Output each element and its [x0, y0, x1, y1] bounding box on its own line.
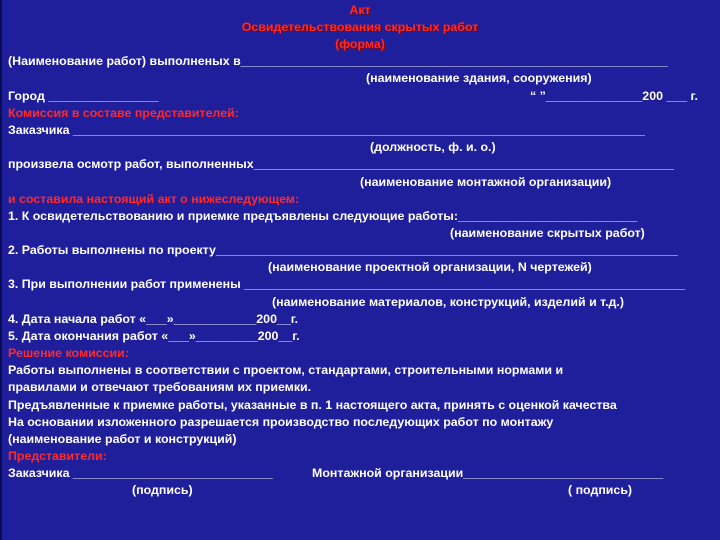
act-heading: и составила настоящий акт о нижеследующем:: [8, 192, 300, 206]
decision-line-3: Предъявленные к приемке работы, указанные в п. 1 настоящего акта, принять с оценкой качества: [8, 398, 617, 412]
customer-line: Заказчика ___________________________________________________________________________________: [8, 123, 645, 137]
materials-hint: (наименование материалов, конструкций, изделий и т.д.): [272, 295, 624, 309]
decision-line-1: Работы выполнены в соответствии с проектом, стандартами, строительными нормами и: [8, 363, 564, 377]
representatives-heading: Представители:: [8, 449, 107, 463]
form-label: (форма): [335, 37, 385, 51]
customer-signature-line: Заказчика _____________________________: [8, 466, 273, 480]
item-4: 4. Дата начала работ «___»____________200__г.: [8, 312, 299, 326]
hidden-works-hint: (наименование скрытых работ): [450, 226, 645, 240]
decision-heading: Решение комиссии:: [8, 346, 129, 360]
inspected-line: произвела осмотр работ, выполненных_____________________________________________________________: [8, 157, 674, 171]
commission-heading: Комиссия в составе представителей:: [8, 106, 239, 120]
works-name-line: (Наименование работ) выполненых в______________________________________________________________: [8, 54, 668, 68]
building-hint: (наименование здания, сооружения): [366, 71, 592, 85]
project-hint: (наименование проектной организации, N чертежей): [268, 260, 592, 274]
act-subtitle: Освидетельствования скрытых работ: [241, 20, 479, 34]
position-hint: (должность, ф. и. о.): [370, 140, 496, 154]
item-3: 3. При выполнении работ применены ________________________________________________________________: [8, 277, 686, 291]
organization-hint: (наименование монтажной организации): [360, 175, 612, 189]
decision-line-2: правилами и отвечают требованиям их приемки.: [8, 380, 312, 394]
date-line: “ ”______________200 ___ г.: [530, 89, 698, 103]
organization-signature-line: Монтажной организации_____________________________: [312, 466, 664, 480]
act-title: Акт: [349, 3, 371, 17]
item-2: 2. Работы выполнены по проекту___________________________________________________________________: [8, 243, 678, 257]
decision-line-4: На основании изложенного разрешается производство последующих работ по монтажу: [8, 415, 554, 429]
city-line: Город ________________: [8, 89, 159, 103]
decision-line-5: (наименование работ и конструкций): [8, 432, 237, 446]
item-5: 5. Дата окончания работ «___»_________200__г.: [8, 329, 300, 343]
item-1: 1. К освидетельствованию и приемке предъявлены следующие работы:__________________________: [8, 209, 638, 223]
organization-signature-hint: ( подпись): [568, 483, 633, 497]
customer-signature-hint: (подпись): [132, 483, 193, 497]
